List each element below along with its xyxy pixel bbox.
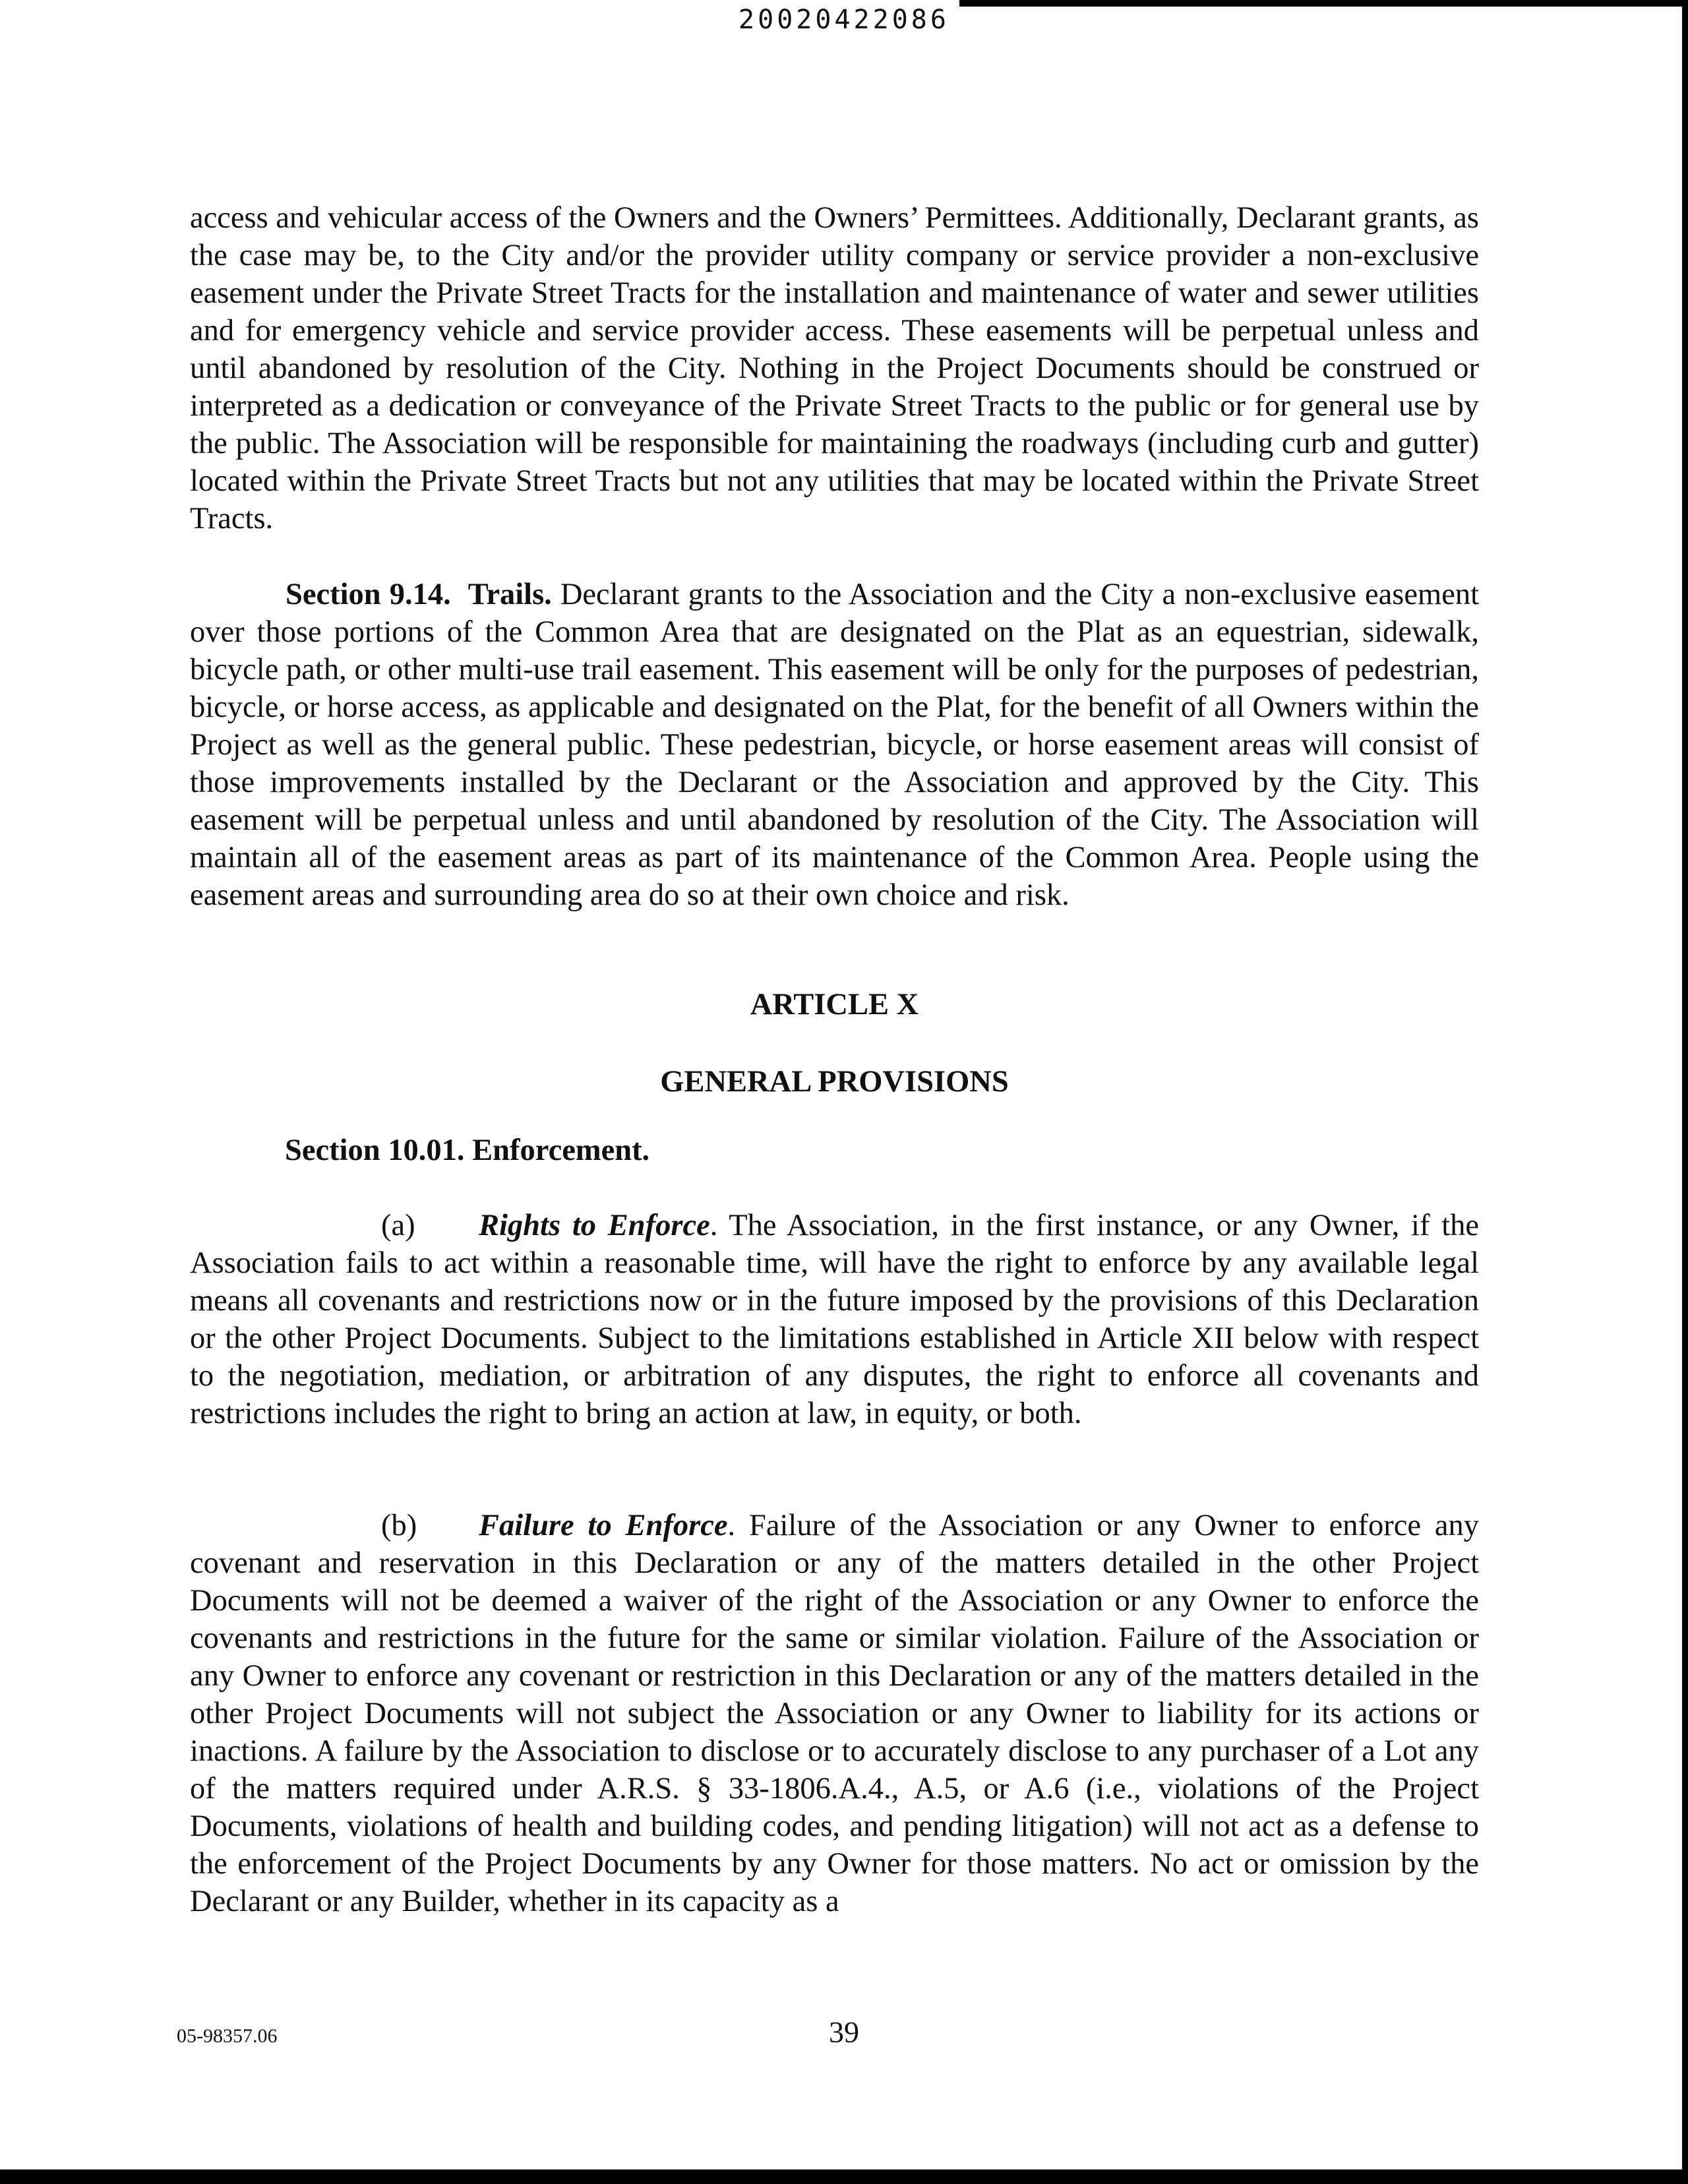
scan-edge-bottom	[0, 2169, 1688, 2184]
footer-document-id: 05-98357.06	[177, 2025, 278, 2047]
scan-edge-right	[1682, 0, 1688, 2184]
section-9-14	[190, 576, 1479, 914]
section-9-14-label: Section 9.14.	[286, 578, 451, 611]
paragraph-continuation-text: access and vehicular access of the Owners and the Owners’ Permittees. Additionally, Declarant grants, as the case may be, to the City and/or the provider utility company or service provider a non-exclusive easement under the Private Street Tracts for the installation and maintenance of water and sewer utilities and for emergency vehicle and service provider access. These easements will be perpetual unless and until abandoned by resolution of the City. Nothing in the Project Documents should be construed or interpreted as a dedication or conveyance of the Private Street Tracts to the public or for general use by the public. The Association will be responsible for maintaining the roadways (including curb and gutter) located within the Private Street Tracts but not any utilities that may be located within the Private Street Tracts.	[190, 201, 1479, 535]
paragraph-continuation	[190, 199, 1479, 537]
page-number: 39	[829, 2015, 859, 2049]
article-title: GENERAL PROVISIONS	[660, 1065, 1009, 1099]
section-9-14-title: Trails.	[467, 578, 552, 611]
section-9-14-text: Declarant grants to the Association and the City a non-exclusive easement over those portions of the Common Area that are designated on the Plat as an equestrian, sidewalk, bicycle path, or other multi-use trail easement. This easement will be only for the purposes of pedestrian, bicycle, or horse access, as applicable and designated on the Plat, for the benefit of all Owners within the Project as well as the general public. These pedestrian, bicycle, or horse easement areas will consist of those improvements installed by the Declarant or the Association and approved by the City. This easement will be perpetual unless and until abandoned by resolution of the City. The Association will maintain all of the easement areas as part of its maintenance of the Common Area. People using the easement areas and surrounding area do so at their own choice and risk.	[190, 578, 1480, 912]
article-number: ARTICLE X	[750, 988, 919, 1021]
subsection-a-text: . The Association, in the first instance, or any Owner, if the Association fails to act within a reasonable time, will have the right to enforce by any available legal means all covenants and restrictions now or in the future imposed by the provisions of this Declaration or the other Project Documents. Subject to the limitations established in Article XII below with respect to the negotiation, mediation, or arbitration of any disputes, the right to enforce all covenants and restrictions includes the right to bring an action at law, in equity, or both.	[190, 1209, 1480, 1430]
section-10-01-heading: Section 10.01. Enforcement.	[285, 1134, 650, 1167]
subsection-a-label: (a)	[381, 1209, 415, 1242]
subsection-b-label: (b)	[381, 1509, 417, 1542]
subsection-a	[190, 1207, 1479, 1432]
recording-number: 20020422086	[738, 5, 950, 35]
subsection-b	[190, 1507, 1479, 1920]
subsection-b-text: . Failure of the Association or any Owner to enforce any covenant and reservation in this Declaration or any of the matters detailed in the other Project Documents will not be deemed a waiver of the right of the Association or any Owner to enforce the covenants and restrictions in the future for the same or similar violation. Failure of the Association or any Owner to enforce any covenant or restriction in this Declaration or any of the matters detailed in the other Project Documents will not subject the Association or any Owner to liability for its actions or inactions. A failure by the Association to disclose or to accurately disclose to any purchaser of a Lot any of the matters required under A.R.S. § 33-1806.A.4., A.5, or A.6 (i.e., violations of the Project Documents, violations of health and building codes, and pending litigation) will not act as a defense to the enforcement of the Project Documents by any Owner for those matters. No act or omission by the Declarant or any Builder, whether in its capacity as a	[190, 1509, 1479, 1918]
subsection-a-title: Rights to Enforce	[479, 1209, 710, 1242]
subsection-b-title: Failure to Enforce	[479, 1509, 728, 1542]
